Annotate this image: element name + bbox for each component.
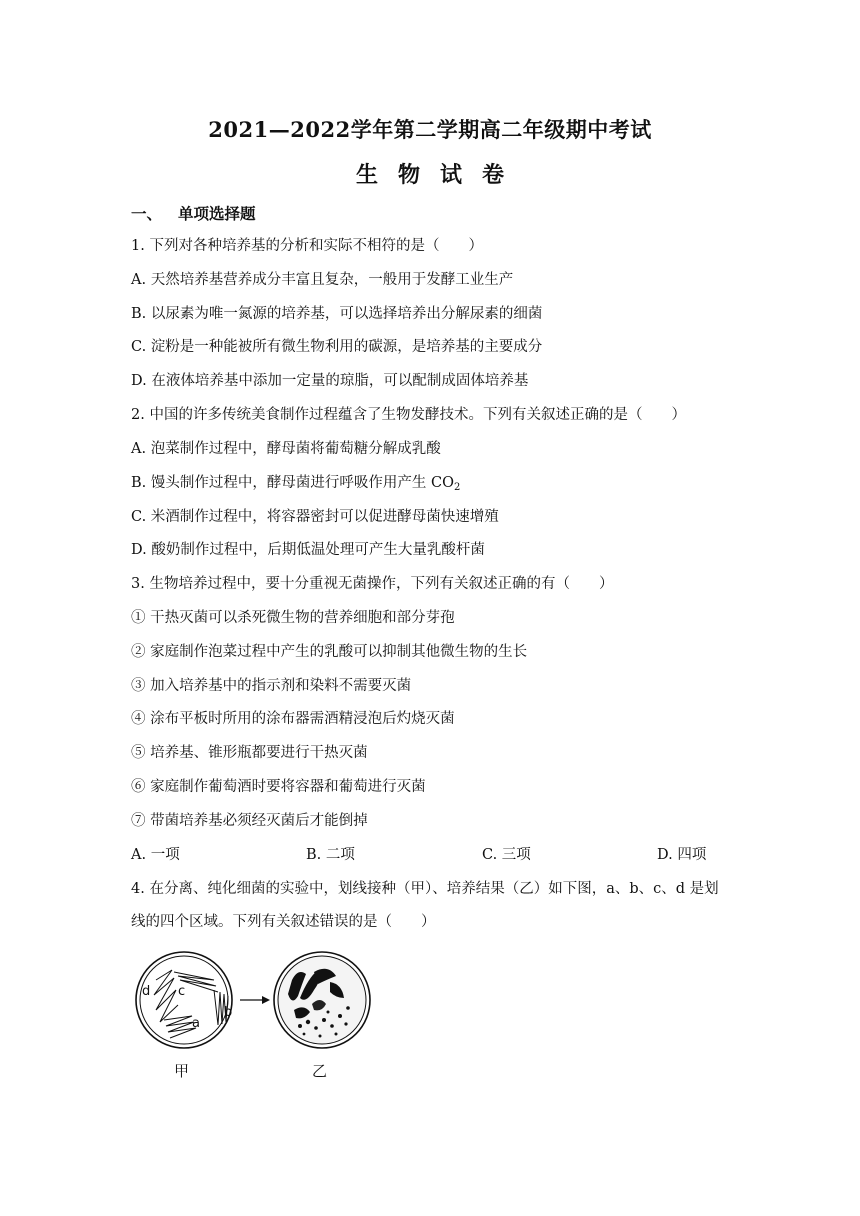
streak-plate-figure (134, 950, 374, 1080)
q3-item-4: ④ 涂布平板时所用的涂布器需酒精浸泡后灼烧灭菌 (131, 711, 455, 727)
arrow-icon (240, 996, 270, 1004)
q3-option-d: D. 四项 (657, 847, 707, 863)
section-title: 单项选择题 (178, 204, 256, 223)
region-label-d: d (142, 984, 151, 999)
region-label-c: c (178, 984, 186, 999)
streak-plate-diagram (134, 950, 374, 1050)
q1-option-c: C. 淀粉是一种能被所有微生物利用的碳源，是培养基的主要成分 (131, 339, 543, 355)
q2-option-c: C. 米酒制作过程中，将容器密封可以促进酵母菌快速增殖 (131, 509, 499, 525)
q3-option-c: C. 三项 (482, 847, 531, 863)
region-label-a: a (192, 1016, 200, 1031)
q2-option-b (131, 473, 460, 498)
region-label-b: b (224, 1005, 233, 1020)
q3-item-3: ③ 加入培养基中的指示剂和染料不需要灭菌 (131, 678, 412, 694)
figure-caption-left: 甲 (174, 1062, 190, 1080)
culture-plate-right (274, 952, 370, 1048)
q1-option-b: B. 以尿素为唯一氮源的培养基，可以选择培养出分解尿素的细菌 (131, 306, 543, 322)
q2-option-b-subscript: 2 (453, 482, 461, 493)
q1-stem: 1. 下列对各种培养基的分析和实际不相符的是（ ） (131, 238, 483, 254)
q3-item-1: ① 干热灭菌可以杀死微生物的营养细胞和部分芽孢 (131, 610, 455, 626)
q4-stem-line2: 线的四个区域。下列有关叙述错误的是（ ） (131, 914, 436, 930)
q2-option-b-text: B. 馒头制作过程中，酵母菌进行呼吸作用产生 CO (131, 475, 454, 491)
exam-subtitle: 生物试卷 (355, 162, 524, 188)
q2-stem: 2. 中国的许多传统美食制作过程蕴含了生物发酵技术。下列有关叙述正确的是（ ） (131, 407, 686, 423)
q1-option-a: A. 天然培养基营养成分丰富且复杂，一般用于发酵工业生产 (131, 272, 514, 288)
q3-stem: 3. 生物培养过程中，要十分重视无菌操作，下列有关叙述正确的有（ ） (131, 576, 614, 592)
streak-plate-left (136, 952, 232, 1048)
q2-option-d: D. 酸奶制作过程中，后期低温处理可产生大量乳酸杆菌 (131, 542, 485, 558)
q3-item-6: ⑥ 家庭制作葡萄酒时要将容器和葡萄进行灭菌 (131, 779, 426, 795)
exam-title: 2021—2022学年第二学期高二年级期中考试 (208, 117, 652, 142)
q3-option-a: A. 一项 (131, 847, 180, 863)
q3-item-5: ⑤ 培养基、锥形瓶都要进行干热灭菌 (131, 745, 368, 761)
q3-item-7: ⑦ 带菌培养基必须经灭菌后才能倒掉 (131, 813, 368, 829)
q2-option-a: A. 泡菜制作过程中，酵母菌将葡萄糖分解成乳酸 (131, 441, 441, 457)
section-number: 一、 (131, 204, 163, 223)
q1-option-d: D. 在液体培养基中添加一定量的琼脂，可以配制成固体培养基 (131, 373, 529, 389)
q3-option-b: B. 二项 (306, 847, 355, 863)
q3-item-2: ② 家庭制作泡菜过程中产生的乳酸可以抑制其他微生物的生长 (131, 644, 528, 660)
q4-stem-line1: 4. 在分离、纯化细菌的实验中，划线接种（甲）、培养结果（乙）如下图，a、b、c、d 是划 (131, 881, 719, 897)
section-heading (131, 202, 256, 224)
figure-caption-right: 乙 (312, 1062, 328, 1080)
